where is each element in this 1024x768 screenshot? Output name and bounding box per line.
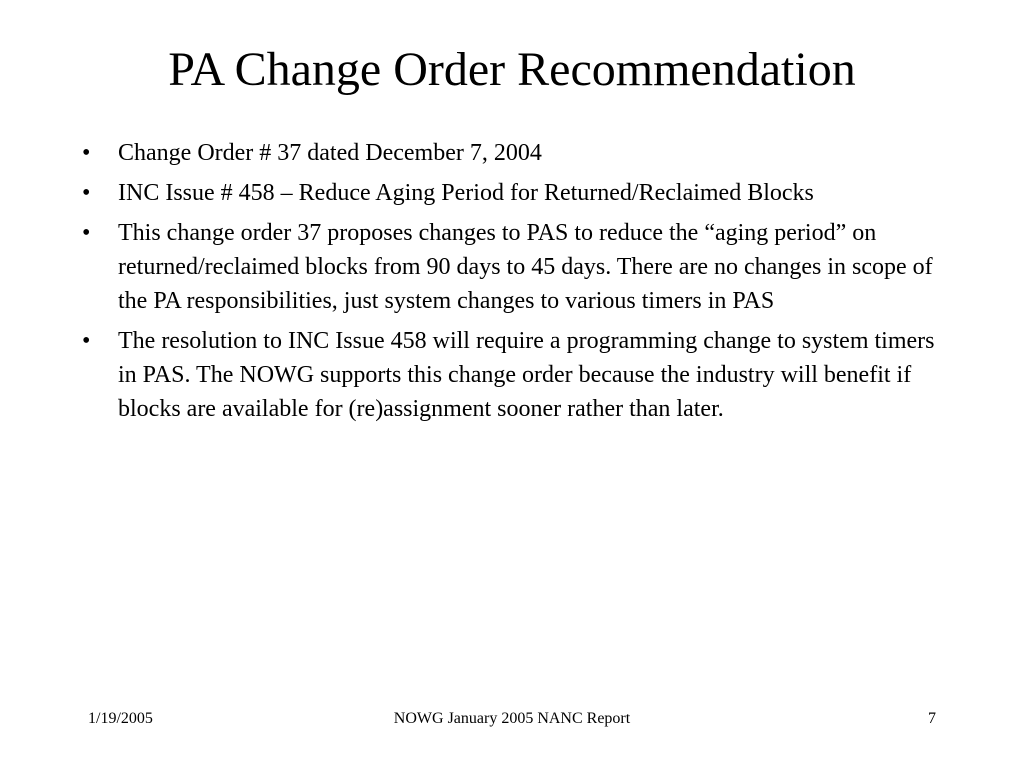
bullet-item — [78, 324, 938, 426]
bullet-marker: • — [82, 220, 91, 246]
bullet-item — [78, 136, 938, 170]
footer-title: NOWG January 2005 NANC Report — [393, 710, 631, 727]
page-number: 7 — [928, 710, 936, 727]
bullet-item — [78, 176, 938, 210]
bullet-marker: • — [82, 328, 91, 354]
bullet-list — [78, 136, 938, 432]
bullet-text: This change order 37 proposes changes to PAS to reduce the “aging period” on returned/reclaimed blocks from 90 days to 45 days. There are no changes in scope of the PA responsibilities, just system changes to various timers in PAS — [118, 220, 933, 314]
bullet-text: INC Issue # 458 – Reduce Aging Period for Returned/Reclaimed Blocks — [118, 180, 814, 206]
bullet-marker: • — [82, 180, 91, 206]
bullet-item — [78, 216, 938, 318]
slide-title: PA Change Order Recommendation — [168, 43, 856, 96]
footer-date: 1/19/2005 — [88, 710, 153, 727]
bullet-text: Change Order # 37 dated December 7, 2004 — [118, 140, 542, 166]
bullet-marker: • — [82, 140, 91, 166]
bullet-text: The resolution to INC Issue 458 will require a programming change to system timers in PAS. The NOWG supports this change order because the industry will benefit if blocks are available for (re)assignment sooner rather than later. — [118, 328, 935, 422]
